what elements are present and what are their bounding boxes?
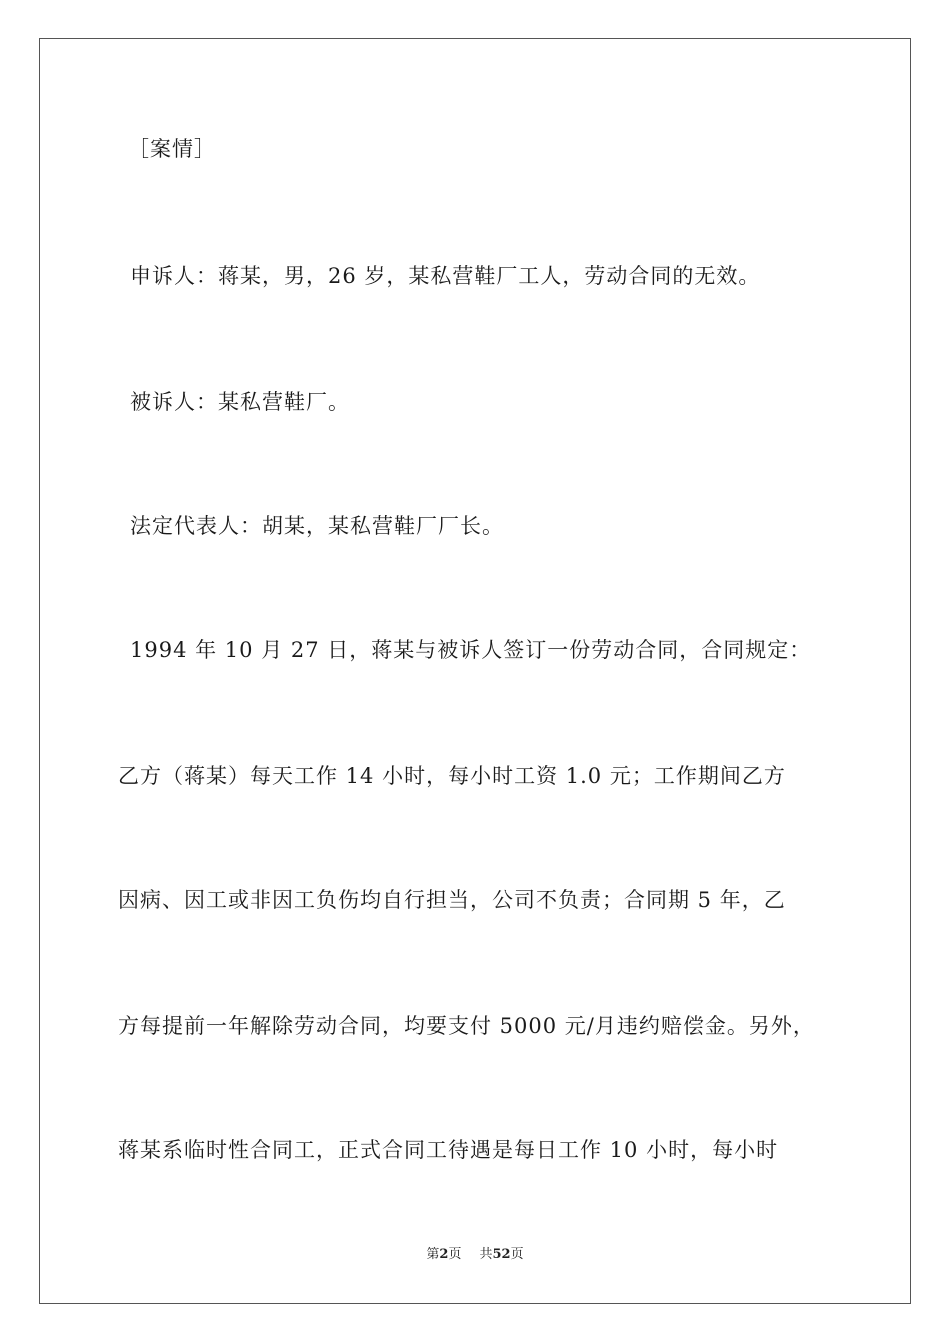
paragraph-body-line: 乙方（蒋某）每天工作 14 小时，每小时工资 1.0 元；工作期间乙方 (118, 764, 786, 788)
page-footer (0, 1246, 950, 1264)
paragraph-contract-date: 1994 年 10 月 27 日，蒋某与被诉人签订一份劳动合同，合同规定： (130, 638, 812, 662)
paragraph-body-line: 方每提前一年解除劳动合同，均要支付 5000 元/月违约赔偿金。另外， (118, 1014, 815, 1038)
paragraph-body-line: 蒋某系临时性合同工，正式合同工待遇是每日工作 10 小时，每小时 (118, 1138, 779, 1162)
section-heading: ［案情］ (128, 137, 216, 161)
paragraph-legal-representative: 法定代表人：胡某，某私营鞋厂厂长。 (130, 514, 504, 538)
paragraph-complainant: 申诉人：蒋某，男，26 岁，某私营鞋厂工人，劳动合同的无效。 (130, 264, 761, 288)
page-suffix: 页 (448, 1247, 462, 1262)
paragraph-body-line: 因病、因工或非因工负伤均自行担当，公司不负责；合同期 5 年，乙 (118, 888, 786, 912)
total-prefix: 共 (479, 1247, 493, 1262)
total-suffix: 页 (510, 1247, 524, 1262)
current-page-number: 2 (439, 1247, 449, 1262)
page-border (39, 38, 911, 1304)
page-prefix: 第 (426, 1247, 440, 1262)
total-pages-number: 52 (492, 1247, 511, 1262)
paragraph-respondent: 被诉人：某私营鞋厂。 (130, 390, 350, 414)
